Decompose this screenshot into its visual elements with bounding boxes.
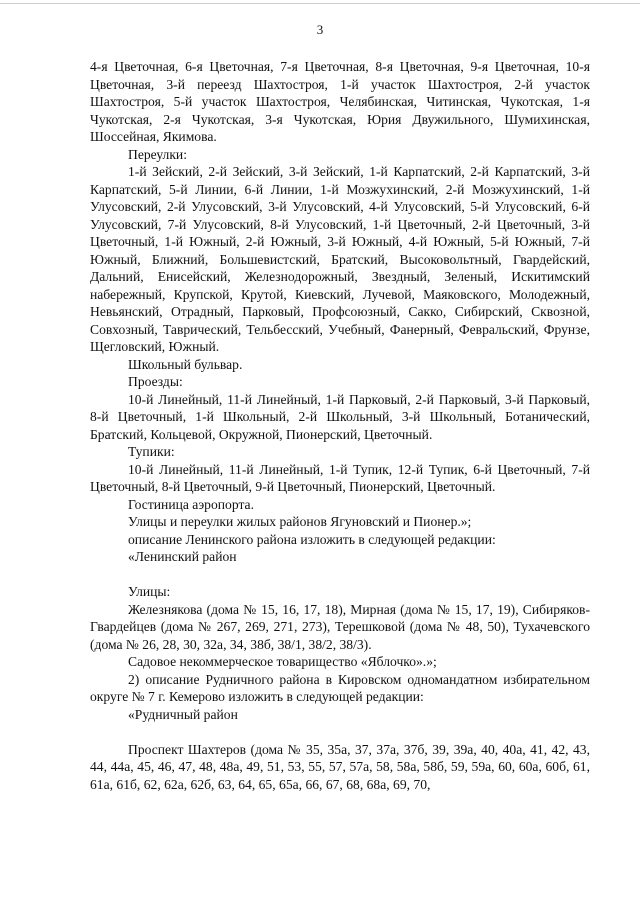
paragraph: описание Ленинского района изложить в следующей редакции: <box>128 531 496 547</box>
blank-line <box>90 723 590 741</box>
paragraph: Улицы: <box>128 584 171 599</box>
paragraph: 2) описание Рудничного района в Кировском одномандатном избирательном округе № 7 г. Кемерово изложить в следующей редакции: <box>90 671 590 704</box>
paragraph: Школьный бульвар. <box>128 356 243 372</box>
paragraph: Гостиница аэропорта. <box>128 496 254 512</box>
paragraph: 10-й Линейный, 11-й Линейный, 1-й Тупик, 12-й Тупик, 6-й Цветочный, 7-й Цветочный, 8-й Цветочный, 9-й Цветочный, Пионерский, Цветочный. <box>90 461 590 494</box>
page-number: 3 <box>316 22 324 37</box>
paragraph: Улицы и переулки жилых районов Ягуновский и Пионер.»; <box>128 514 472 529</box>
paragraph: Проезды: <box>128 374 183 389</box>
paragraph: 1-й Зейский, 2-й Зейский, 3-й Зейский, 1-й Карпатский, 2-й Карпатский, 3-й Карпатский, 5-й Линии, 6-й Линии, 1-й Мозжухинский, 2-й Мозжухинский, 1-й Улусовский, 2-й Улусовский, 3-й Улусовский, 4-й Улусовский, 5-й Улусовский, 6-й Улусовский, 7-й Улусовский, 8-й Улусовский, 1-й Цветочный, 2-й Цветочный, 3-й Цветочный, 1-й Южный, 2-й Южный, 3-й Южный, 4-й Южный, 5-й Южный, 7-й Южный, Ближний, Большевистский, Братский, Высоковольтный, Гвардейский, Дальний, Енисейский, Железнодорожный, Звездный, Зеленый, Искитимский набережный, Крупской, Крутой, Киевский, Лучевой, Маяковского, Молодежный, Невьянский, Отрадный, Парковый, Профсоюзный, Сакко, Сибирский, Сквозной, Совхозный, Таврический, Тельбесский, Учебный, Фанерный, Февральский, Фрунзе, Щегловский, Южный. <box>90 164 590 354</box>
paragraph: 10-й Линейный, 11-й Линейный, 1-й Парковый, 2-й Парковый, 3-й Парковый, 8-й Цветочный, 1-й Школьный, 2-й Школьный, 3-й Школьный, Ботанический, Братский, Кольцевой, Окружной, Пионерский, Цветочный. <box>90 391 590 442</box>
paragraph: 4-я Цветочная, 6-я Цветочная, 7-я Цветочная, 8-я Цветочная, 9-я Цветочная, 10-я Цветочная, 3-й переезд Шахтостроя, 1-й участок Шахтостроя, 2-й участок Шахтостроя, 5-й участок Шахтостроя, Челябинская, Читинская, Чукотская, 1-я Чукотская, 2-я Чукотская, 3-я Чукотская, Юрия Двужильного, Шумихинская, Шоссейная, Якимова. <box>90 59 590 144</box>
paragraph: Садовое некоммерческое товарищество «Яблочко».»; <box>128 654 437 669</box>
document-body <box>90 58 590 793</box>
paragraph: Переулки: <box>128 146 187 162</box>
paragraph: Железнякова (дома № 15, 16, 17, 18), Мирная (дома № 15, 17, 19), Сибиряков-Гвардейцев (дома № 267, 269, 271, 273), Терешковой (дома № 48, 50), Тухачевского (дома № 26, 28, 30, 32а, 34, 38б, 38/1, 38/2, 38/3). <box>90 601 590 652</box>
paragraph: «Рудничный район <box>128 706 238 722</box>
paragraph: «Ленинский район <box>128 549 237 564</box>
blank-line <box>90 566 590 584</box>
scan-edge-line <box>0 3 640 4</box>
paragraph: Тупики: <box>128 444 175 459</box>
paragraph: Проспект Шахтеров (дома № 35, 35а, 37, 37а, 37б, 39, 39а, 40, 40а, 41, 42, 43, 44, 44а, 45, 46, 47, 48, 48а, 49, 51, 53, 55, 57, 57а, 58, 58а, 58б, 59, 59а, 60, 60а, 60б, 61, 61а, 61б, 62, 62а, 62б, 63, 64, 65, 65а, 66, 67, 68, 68а, 69, 70, <box>90 741 590 792</box>
